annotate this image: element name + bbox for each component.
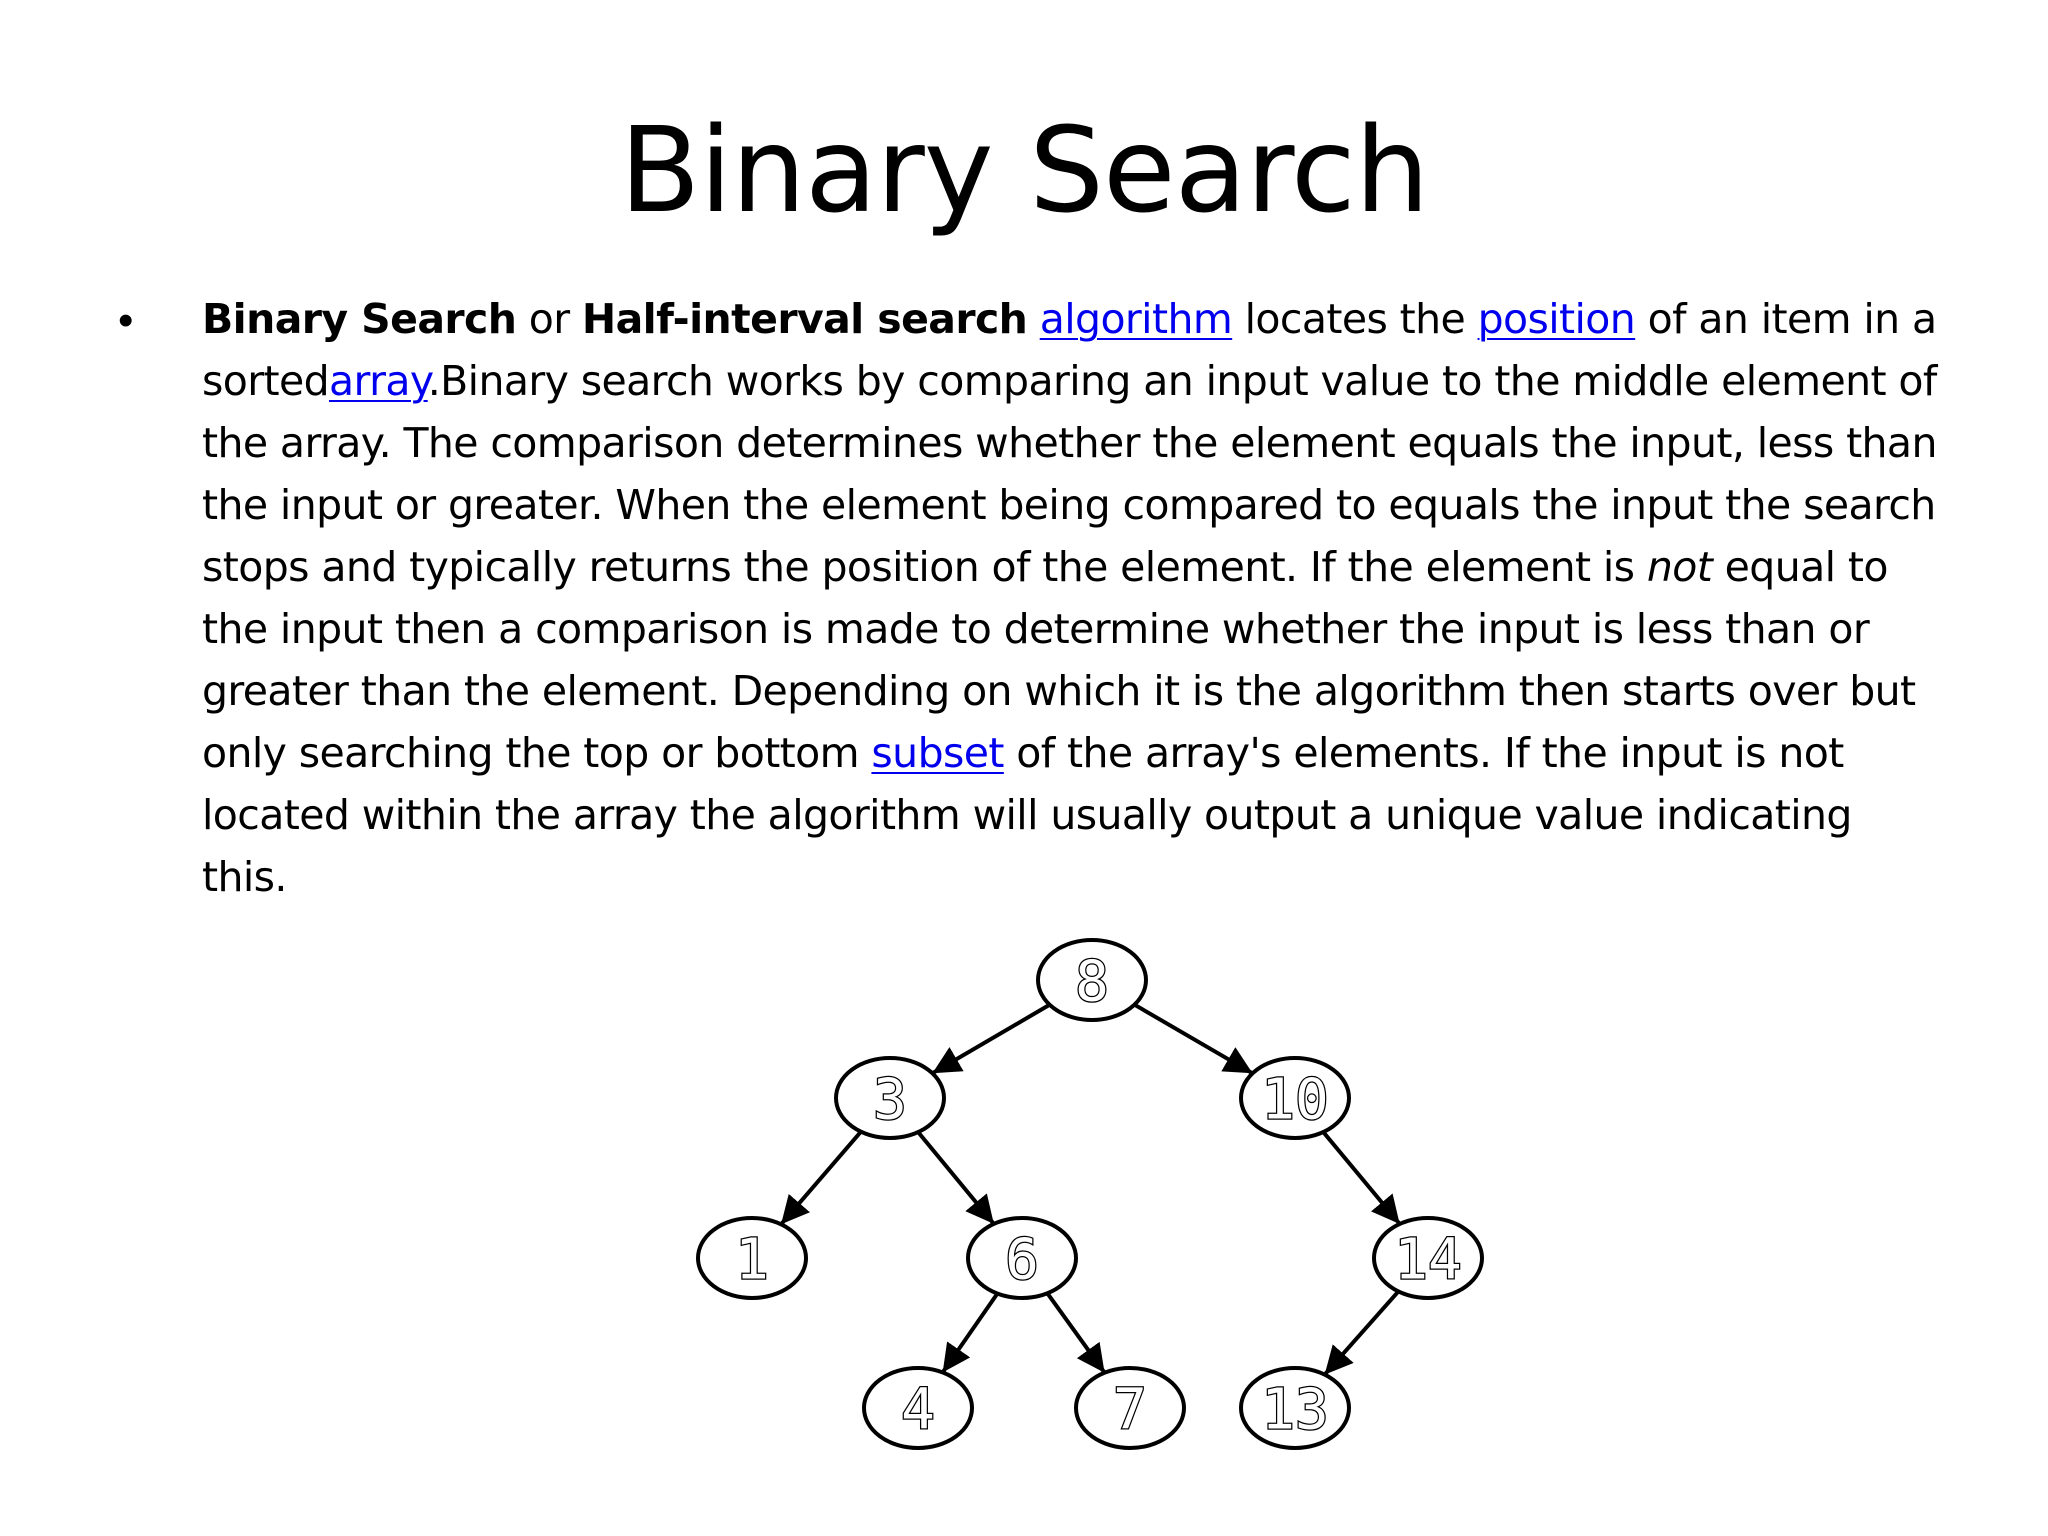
text-item: of an item in a sorted (202, 295, 1937, 405)
edge-n6-n4 (943, 1294, 998, 1373)
tree-node-4 (864, 1368, 972, 1448)
edge-n3-n6 (918, 1132, 994, 1224)
tree-node-label: 7 (1113, 1377, 1147, 1443)
term-binary-search: Binary Search (202, 295, 517, 343)
edge-n3-n1 (781, 1132, 861, 1225)
tree-node-1 (698, 1218, 806, 1298)
tree-node-label: 8 (1075, 949, 1109, 1015)
tree-nodes (698, 940, 1482, 1448)
term-half-interval-search: Half-interval search (581, 295, 1028, 343)
tree-node-label: 1 (735, 1227, 769, 1293)
edge-n6-n7 (1047, 1293, 1104, 1372)
bullet-point: • (118, 296, 134, 345)
tree-node-13 (1241, 1368, 1349, 1448)
text-locates: locates the (1232, 295, 1478, 343)
edge-n8-n3 (932, 1005, 1049, 1073)
text-equal: equal to the input then a comparison is made to determine whether the input is less than or greater than the element. Depending on which it is the algorithm then starts over but only searching the top or bottom (202, 543, 1916, 777)
tree-node-7 (1076, 1368, 1184, 1448)
link-algorithm[interactable]: algorithm (1039, 295, 1233, 343)
tree-node-label: 13 (1261, 1377, 1329, 1443)
link-subset[interactable]: subset (871, 729, 1004, 777)
edge-n14-n13 (1325, 1291, 1399, 1374)
edge-n10-n14 (1323, 1132, 1399, 1224)
tree-node-14 (1374, 1218, 1482, 1298)
tree-node-label: 10 (1261, 1067, 1329, 1133)
tree-node-label: 6 (1005, 1227, 1039, 1293)
tree-node-3 (836, 1058, 944, 1138)
tree-node-10 (1241, 1058, 1349, 1138)
tree-node-label: 4 (901, 1377, 935, 1443)
tree-node-8 (1038, 940, 1146, 1020)
emphasis-not: not (1646, 543, 1713, 591)
text-or: or (516, 295, 582, 343)
text-end: of the array's elements. If the input is not located within the array the algorithm will usually output a unique value indicating this. (202, 729, 1852, 901)
tree-node-6 (968, 1218, 1076, 1298)
tree-node-label: 14 (1394, 1227, 1462, 1293)
text-works: .Binary search works by comparing an input value to the middle element of the array. The comparison determines whether the element equals the input, less than the input or greater. When the element being compared to equals the input the search stops and typically returns the position of the element. If the element is (202, 357, 1937, 591)
edge-n8-n10 (1134, 1005, 1252, 1074)
tree-node-label: 3 (873, 1067, 907, 1133)
link-position[interactable]: position (1477, 295, 1636, 343)
slide-title: Binary Search (619, 101, 1429, 239)
link-array[interactable]: array (329, 357, 428, 405)
